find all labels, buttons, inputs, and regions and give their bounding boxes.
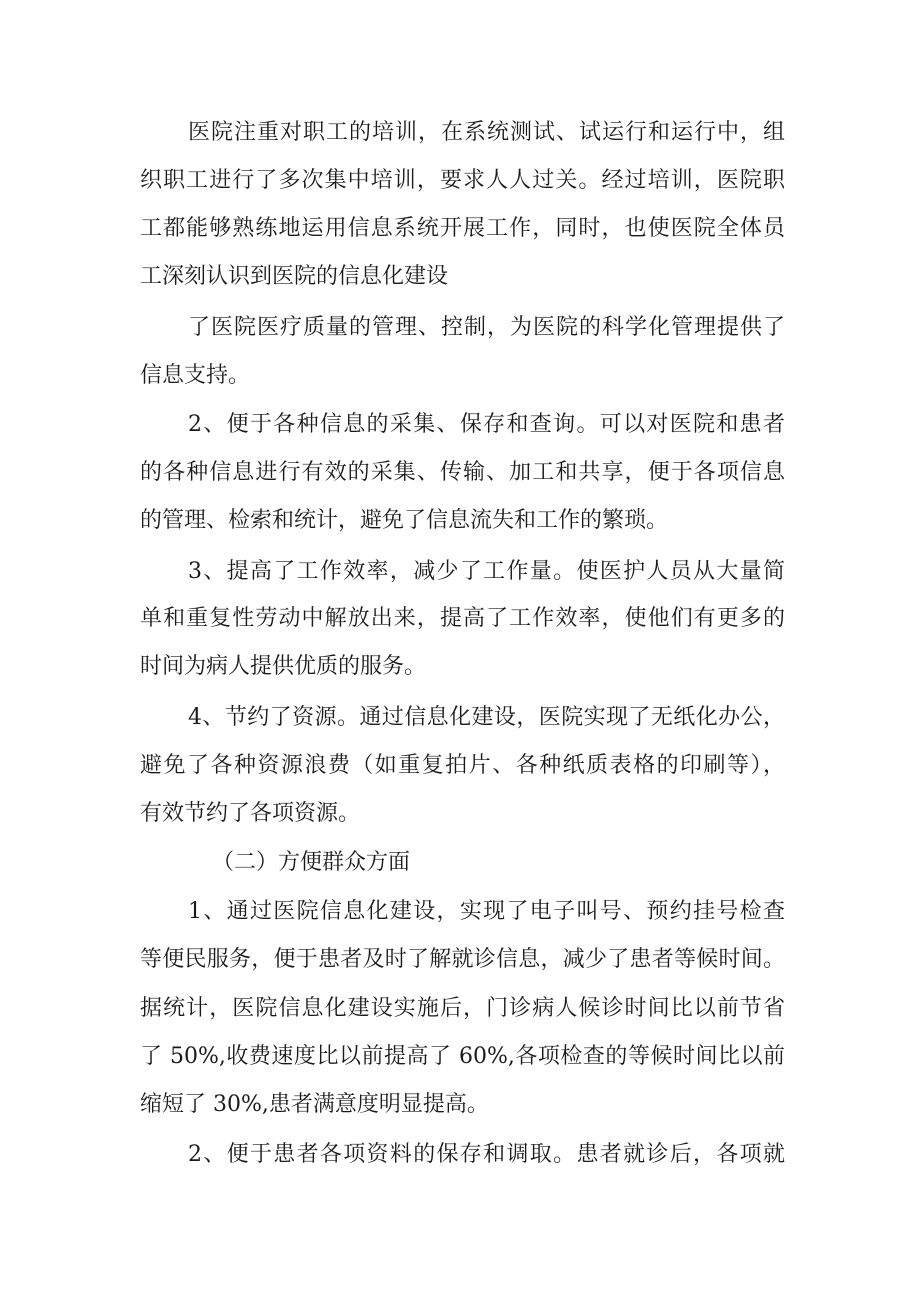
paragraph-1-line-4: 工深刻认识到医院的信息化建设 <box>140 264 449 289</box>
paragraph-6-line-1: 1、通过医院信息化建设，实现了电子叫号、预约挂号检查 <box>188 899 785 924</box>
paragraph-4-line-1: 3、提高了工作效率，减少了工作量。使医护人员从大量简 <box>188 559 785 584</box>
paragraph-7-line-1: 2、便于患者各项资料的保存和调取。患者就诊后，各项就 <box>188 1142 785 1167</box>
paragraph-4-line-3: 时间为病人提供优质的服务。 <box>140 654 427 679</box>
paragraph-4-line-2: 单和重复性劳动中解放出来，提高了工作效率，使他们有更多的 <box>140 606 785 631</box>
paragraph-6-line-3: 据统计，医院信息化建设实施后，门诊病人候诊时间比以前节省 <box>140 996 785 1021</box>
paragraph-6-line-4: 了 50%,收费速度比以前提高了 60%,各项检查的等候时间比以前 <box>140 1044 785 1069</box>
paragraph-2-line-2: 信息支持。 <box>140 363 251 388</box>
paragraph-2-line-1: 了医院医疗质量的管理、控制，为医院的科学化管理提供了 <box>188 315 785 340</box>
paragraph-6-line-2: 等便民服务，便于患者及时了解就诊信息，减少了患者等候时间。 <box>140 947 785 972</box>
paragraph-1-line-3: 工都能够熟练地运用信息系统开展工作，同时，也使医院全体员 <box>140 216 785 241</box>
paragraph-1-line-2: 织职工进行了多次集中培训，要求人人过关。经过培训，医院职 <box>140 168 785 193</box>
paragraph-6-line-5: 缩短了 30%,患者满意度明显提高。 <box>140 1092 489 1117</box>
paragraph-3-line-3: 的管理、检索和统计，避免了信息流失和工作的繁琐。 <box>140 508 669 533</box>
paragraph-3-line-2: 的各种信息进行有效的采集、传输、加工和共享，便于各项信息 <box>140 460 785 485</box>
paragraph-3-line-1: 2、便于各种信息的采集、保存和查询。可以对医院和患者 <box>188 412 785 437</box>
section-heading: （二）方便群众方面 <box>212 850 411 875</box>
paragraph-5-line-1: 4、节约了资源。通过信息化建设，医院实现了无纸化办公， <box>188 705 785 730</box>
paragraph-5-line-2: 避免了各种资源浪费（如重复拍片、各种纸质表格的印刷等）， <box>140 753 785 778</box>
paragraph-1-line-1: 医院注重对职工的培训，在系统测试、试运行和运行中，组 <box>188 120 785 145</box>
paragraph-5-line-3: 有效节约了各项资源。 <box>140 801 361 826</box>
